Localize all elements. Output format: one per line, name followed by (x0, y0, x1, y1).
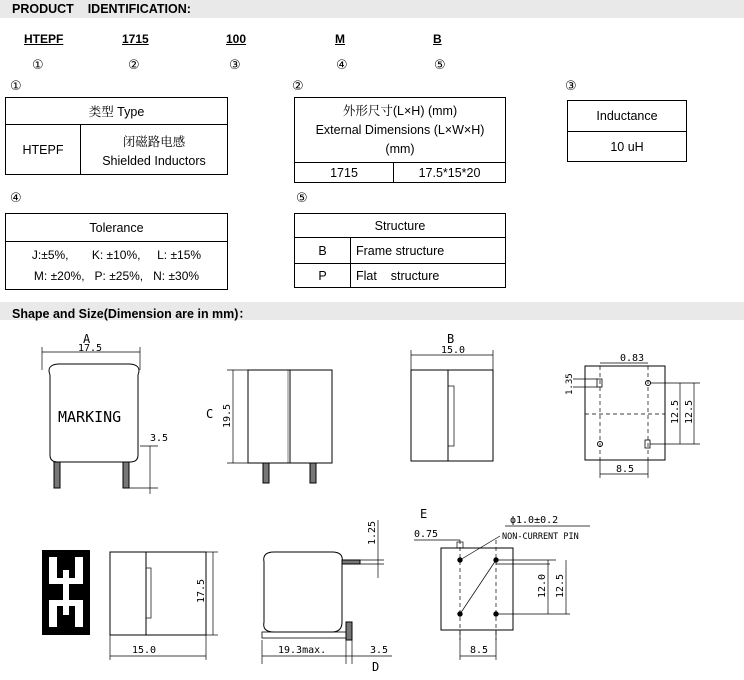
tolerance-table (5, 213, 228, 290)
label-d: D (372, 660, 380, 674)
marker-3: ③ (229, 58, 241, 73)
marker-2: ② (128, 58, 140, 73)
dimension-header-en: External Dimensions (L×W×H) (315, 122, 485, 137)
view-c-side (227, 370, 332, 483)
tolerance-table-header: Tolerance (6, 214, 228, 242)
dimension-table-code: 1715 (295, 163, 394, 183)
label-b: B (447, 332, 455, 346)
dim-c-height: 19.5 (222, 403, 233, 428)
label-e: E (420, 507, 428, 521)
dim-pad-top: 0.83 (620, 353, 645, 364)
label-c: C (206, 407, 214, 421)
dimension-header-cn: 外形尺寸(L×H) (mm) (342, 103, 458, 118)
dimension-table-value: 17.5*15*20 (394, 163, 506, 183)
inductance-table-marker: ③ (565, 79, 577, 94)
dim-e-125: 12.5 (555, 573, 566, 598)
dim-d-pin-top: 1.25 (367, 520, 378, 545)
pin-a-right (123, 462, 129, 488)
dimension-header-unit: (mm) (385, 141, 415, 156)
type-table-desc-cn: 闭磁路电感 (122, 134, 186, 149)
view-b-top (411, 350, 493, 461)
marker-5: ⑤ (434, 58, 446, 73)
dim-e-85: 8.5 (470, 645, 489, 656)
dim-pad-h1: 12.5 (670, 399, 681, 424)
structure-table (294, 213, 506, 288)
side-view-bottom (110, 552, 218, 660)
pin-a-left (54, 462, 60, 488)
marker-4: ④ (336, 58, 348, 73)
marker-1: ① (32, 58, 44, 73)
dim-a-width: 17.5 (78, 343, 103, 354)
dimension-table-header (295, 98, 506, 163)
inductance-table (567, 100, 687, 162)
structure-desc-b: Frame structure (351, 238, 506, 264)
dim-b-width: 15.0 (441, 345, 466, 356)
code-tolerance: M (335, 32, 345, 46)
dim-d-w: 19.3max. (278, 645, 327, 656)
pin-c-right (310, 463, 316, 483)
tolerance-row-2: M: ±20%, P: ±25%, N: ±30% (33, 268, 200, 283)
code-series: HTEPF (24, 32, 64, 46)
type-table-header: 类型 Type (6, 98, 228, 125)
dim-d-pin: 3.5 (370, 645, 389, 656)
dim-a-pin: 3.5 (150, 433, 169, 444)
dim-e-noncurrent: NON-CURRENT PIN (502, 532, 579, 542)
structure-table-header: Structure (295, 214, 506, 238)
dim-side-h: 17.5 (196, 578, 207, 603)
pin-c-left (263, 463, 269, 483)
type-table-marker: ① (10, 79, 22, 94)
structure-code-b: B (295, 238, 351, 264)
identification-heading: PRODUCT IDENTIFICATION: (12, 2, 191, 16)
marking-text: MARKING (58, 408, 122, 426)
inductance-table-value: 10 uH (568, 132, 687, 162)
tolerance-table-marker: ④ (10, 191, 22, 206)
dimension-table (294, 97, 506, 183)
dim-side-w: 15.0 (132, 645, 157, 656)
type-table (5, 97, 228, 175)
label-a: A (83, 332, 91, 346)
code-inductance: 100 (226, 32, 247, 46)
type-table-desc-en: Shielded Inductors (102, 153, 206, 168)
code-size: 1715 (122, 32, 149, 46)
structure-code-p: P (295, 264, 351, 288)
dimension-drawing (0, 320, 744, 680)
tolerance-row-1: J:±5%, K: ±10%, L: ±15% (31, 247, 202, 262)
dim-pad-w: 8.5 (616, 464, 635, 475)
dim-pad-h2: 12.5 (684, 399, 695, 424)
code-structure: B (433, 32, 442, 46)
structure-table-marker: ⑤ (296, 191, 308, 206)
dimension-table-marker: ② (292, 79, 304, 94)
dim-e-hole: ϕ1.0±0.2 (510, 515, 559, 526)
dim-e-075: 0.75 (414, 529, 439, 540)
type-table-code: HTEPF (6, 125, 81, 175)
tolerance-table-values (6, 242, 228, 290)
dim-e-12: 12.0 (537, 573, 548, 598)
dim-pad-left: 1.35 (565, 373, 575, 395)
solder-pattern-icon (42, 550, 90, 635)
structure-desc-p: Flat structure (351, 264, 506, 288)
shape-heading: Shape and Size(Dimension are in mm)： (12, 307, 251, 321)
inductance-table-header: Inductance (568, 101, 687, 132)
type-table-desc (81, 125, 228, 175)
